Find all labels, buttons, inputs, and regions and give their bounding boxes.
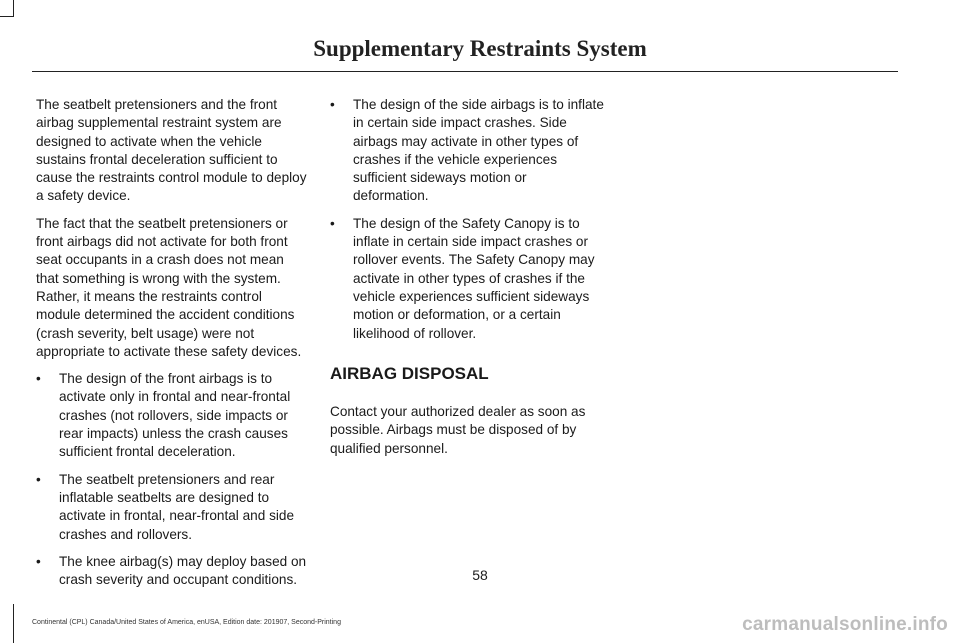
section-heading-airbag-disposal: AIRBAG DISPOSAL bbox=[330, 363, 489, 383]
watermark: carmanualsonline.info bbox=[742, 614, 948, 635]
list-item: • The knee airbag(s) may deploy based on crash severity and occupant conditions. bbox=[36, 553, 307, 588]
bullet-icon: • bbox=[330, 215, 335, 231]
bullet-icon: • bbox=[36, 471, 41, 487]
middle-column bbox=[330, 96, 604, 467]
bullet-icon: • bbox=[330, 97, 335, 112]
list-item: • The seatbelt pretensioners and rear inflatable seatbelts are designed to activate in frontal, near-frontal and side crashes and rollovers. bbox=[36, 471, 295, 542]
list-item: • The design of the front airbags is to activate only in frontal and near-frontal crashes (not rollovers, side impacts or rear impacts) unless the crash causes sufficient frontal deceleration. bbox=[36, 371, 291, 460]
crop-mark-top-left-vertical bbox=[13, 0, 14, 16]
bullet-icon: • bbox=[36, 553, 41, 569]
bullet-list bbox=[36, 370, 308, 589]
left-column bbox=[36, 96, 308, 598]
paragraph-airbag-disposal: Contact your authorized dealer as soon as possible. Airbags must be disposed of by qualified personnel. bbox=[330, 404, 586, 456]
bullet-list bbox=[330, 96, 604, 343]
list-item: • The design of the side airbags is to inflate in certain side impact crashes. Side airbags may activate in other types of crashes if the vehicle experiences sufficient sideways motion or deformation. bbox=[330, 97, 604, 204]
paragraph-deceleration: The seatbelt pretensioners and the front airbag supplemental restraint system are designed to activate when the vehicle sustains frontal deceleration sufficient to cause the restraints control module to deploy a safety device. bbox=[36, 97, 307, 204]
crop-mark-bottom-left-vertical bbox=[13, 604, 14, 643]
paragraph-not-activated: The fact that the seatbelt pretensioners or front airbags did not activate for both front seat occupants in a crash does not mean that something is wrong with the system. Rather, it means the restraints control module determined the accident conditions (crash severity, belt usage) were not appropriate to activate these safety devices. bbox=[36, 215, 302, 359]
page-number: 58 bbox=[472, 567, 488, 583]
page-title: Supplementary Restraints System bbox=[313, 36, 647, 61]
header-divider bbox=[32, 71, 898, 72]
footer-edition-text: Continental (CPL) Canada/United States of America, enUSA, Edition date: 201907, Second-Printing bbox=[32, 619, 341, 626]
crop-mark-top-left-horizontal bbox=[0, 16, 14, 17]
bullet-icon: • bbox=[36, 371, 41, 387]
list-item: • The design of the Safety Canopy is to inflate in certain side impact crashes or rollover events. The Safety Canopy may activate in other types of crashes if the vehicle experiences sufficient sideways motion or deformation, or a certain likelihood of rollover. bbox=[330, 215, 595, 341]
